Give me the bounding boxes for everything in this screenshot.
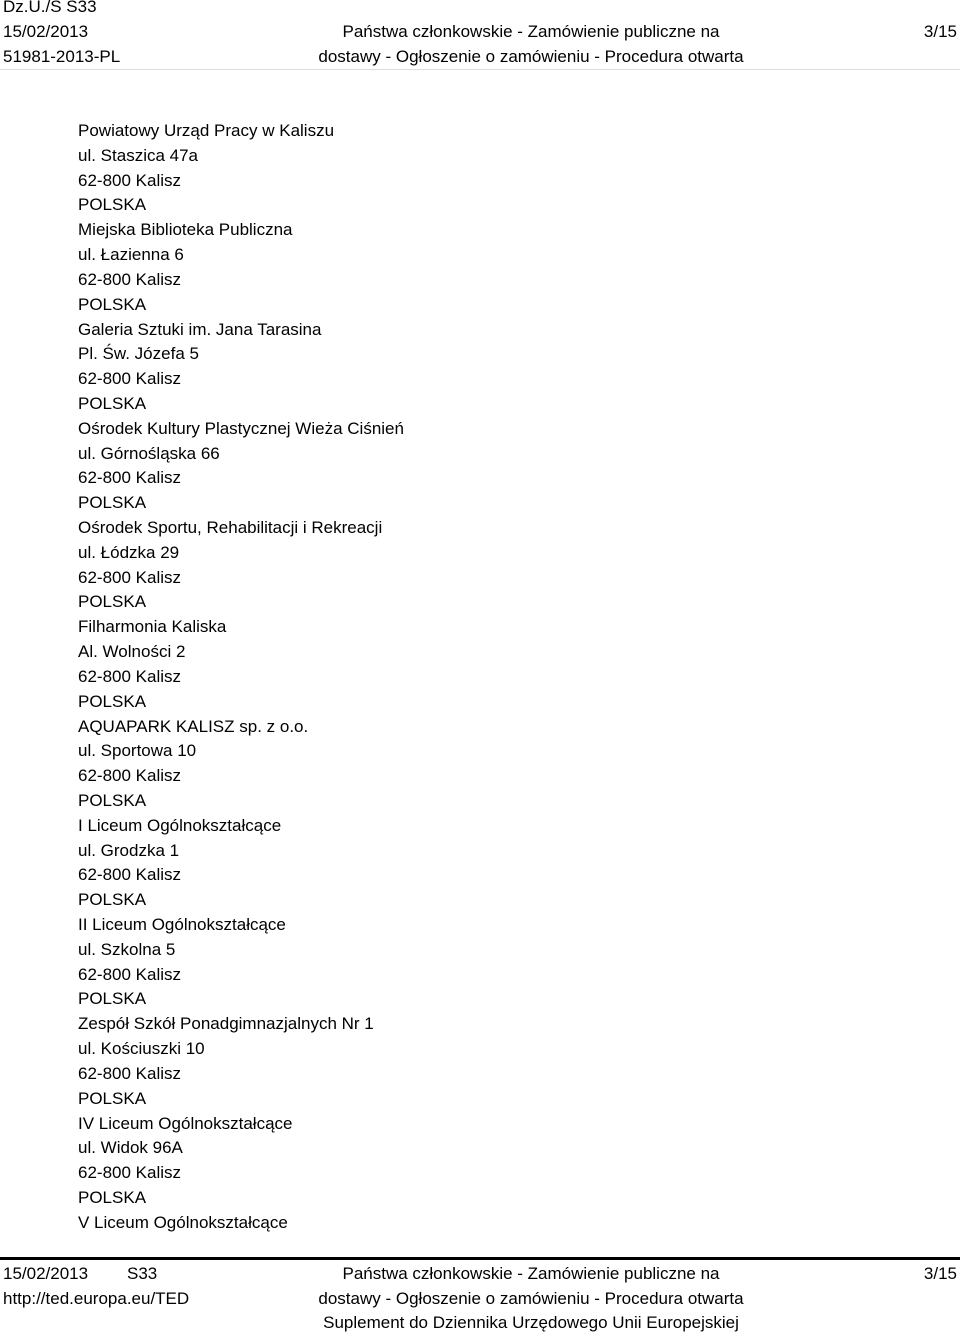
text-line: 62-800 Kalisz xyxy=(78,369,182,389)
text-line: ul. Sportowa 10 xyxy=(78,741,197,761)
footer-supplement: Suplement do Dziennika Urzędowego Unii Europejskiej xyxy=(323,1313,739,1332)
text-line: ul. Górnośląska 66 xyxy=(78,443,220,463)
header-title-1: Państwa członkowskie - Zamówienie publiczne na xyxy=(342,22,720,41)
text-line: POLSKA xyxy=(78,790,147,810)
footer-url[interactable]: http://ted.europa.eu/TED xyxy=(3,1289,190,1308)
text-line: ul. Widok 96A xyxy=(78,1138,183,1158)
text-line: 62-800 Kalisz xyxy=(78,964,182,984)
text-line: 62-800 Kalisz xyxy=(78,468,182,488)
text-line: II Liceum Ogólnokształcące xyxy=(78,915,286,934)
footer-date: 15/02/2013 xyxy=(3,1264,89,1283)
footer-series: S33 xyxy=(127,1264,158,1283)
text-line: Ośrodek Sportu, Rehabilitacji i Rekreacji xyxy=(78,518,383,537)
journal-ref: Dz.U./S S33 xyxy=(3,0,97,16)
text-line: POLSKA xyxy=(78,890,147,910)
text-line: 62-800 Kalisz xyxy=(78,666,182,686)
doc-id: 51981-2013-PL xyxy=(3,47,121,66)
text-line: AQUAPARK KALISZ sp. z o.o. xyxy=(78,716,309,736)
header-title-2: dostawy - Ogłoszenie o zamówieniu - Procedura otwarta xyxy=(318,47,744,66)
text-line: 62-800 Kalisz xyxy=(78,269,182,289)
text-line: Galeria Sztuki im. Jana Tarasina xyxy=(78,319,322,339)
text-line: POLSKA xyxy=(78,493,147,513)
text-line: POLSKA xyxy=(78,1187,147,1207)
text-line: ul. Łazienna 6 xyxy=(78,245,184,265)
header-date: 15/02/2013 xyxy=(3,22,89,41)
header-page: 3/15 xyxy=(923,22,957,41)
text-line: POLSKA xyxy=(78,1088,147,1108)
text-line: Miejska Biblioteka Publiczna xyxy=(78,220,293,240)
text-line: I Liceum Ogólnokształcące xyxy=(78,815,282,835)
text-line: ul. Staszica 47a xyxy=(78,145,199,165)
footer-title-1: Państwa członkowskie - Zamówienie publiczne na xyxy=(342,1264,720,1283)
text-line: 62-800 Kalisz xyxy=(78,865,182,885)
text-line: Zespół Szkół Ponadgimnazjalnych Nr 1 xyxy=(78,1014,374,1034)
text-line: POLSKA xyxy=(78,592,147,612)
text-line: POLSKA xyxy=(78,195,147,215)
text-line: POLSKA xyxy=(78,294,147,314)
text-line: ul. Szkolna 5 xyxy=(78,939,176,959)
text-line: Filharmonia Kaliska xyxy=(78,617,227,637)
text-line: Ośrodek Kultury Plastycznej Wieża Ciśnień xyxy=(78,418,404,438)
text-line: 62-800 Kalisz xyxy=(78,1063,182,1083)
text-line: 62-800 Kalisz xyxy=(78,170,182,190)
text-line: IV Liceum Ogólnokształcące xyxy=(78,1113,293,1133)
text-line: ul. Łódzka 29 xyxy=(78,542,180,562)
text-line: 62-800 Kalisz xyxy=(78,1163,182,1183)
text-line: Pl. Św. Józefa 5 xyxy=(78,344,199,364)
text-line: POLSKA xyxy=(78,989,147,1009)
header-divider xyxy=(0,69,960,70)
footer-page: 3/15 xyxy=(923,1264,957,1283)
text-line: POLSKA xyxy=(78,393,147,413)
text-line: ul. Kościuszki 10 xyxy=(78,1039,205,1059)
text-line: Al. Wolności 2 xyxy=(78,642,186,662)
text-line: POLSKA xyxy=(78,691,147,711)
footer-title-2: dostawy - Ogłoszenie o zamówieniu - Procedura otwarta xyxy=(318,1289,744,1308)
text-line: V Liceum Ogólnokształcące xyxy=(78,1212,288,1232)
text-line: Powiatowy Urząd Pracy w Kaliszu xyxy=(78,121,335,140)
address-list xyxy=(78,119,404,1236)
text-line: 62-800 Kalisz xyxy=(78,766,182,786)
text-line: 62-800 Kalisz xyxy=(78,567,182,587)
text-line: ul. Grodzka 1 xyxy=(78,840,180,860)
footer-divider xyxy=(0,1257,960,1260)
